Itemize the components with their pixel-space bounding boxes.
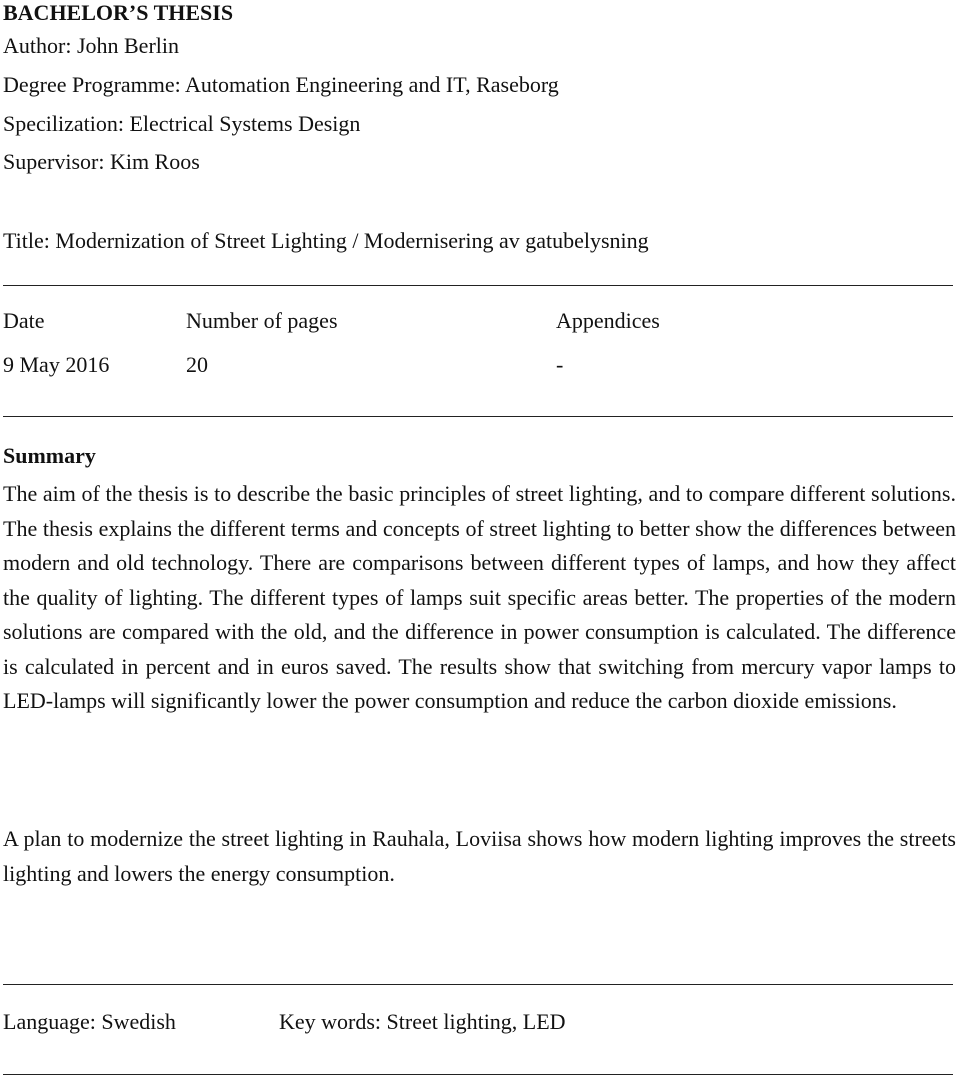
language-field: Language: Swedish: [3, 1009, 176, 1034]
appendices-value: -: [556, 352, 564, 377]
document-heading: BACHELOR’S THESIS: [3, 0, 234, 25]
summary-paragraph: A plan to modernize the street lighting in Rauhala, Loviisa shows how modern lighting improves the streets lighting and lowers the energy consumption.: [3, 826, 956, 886]
thesis-title-line: Title: Modernization of Street Lighting / Modernisering av gatubelysning: [3, 228, 649, 253]
pages-header: Number of pages: [186, 308, 338, 333]
date-value: 9 May 2016: [3, 352, 110, 377]
degree-programme-line: Degree Programme: Automation Engineering and IT, Raseborg: [3, 72, 559, 97]
pages-value: 20: [186, 352, 208, 377]
divider-rule: [3, 285, 953, 286]
divider-rule: [3, 416, 953, 417]
author-line: Author: John Berlin: [3, 33, 179, 58]
summary-paragraph: The aim of the thesis is to describe the basic principles of street lighting, and to compare different solutions. The thesis explains the different terms and concepts of street lighting to better show the differences between modern and old technology. There are comparisons between different types of lamps, and how they affect the quality of lighting. The different types of lamps suit specific areas better. The properties of the modern solutions are compared with the old, and the difference in power consumption is calculated. The difference is calculated in percent and in euros saved. The results show that switching from mercury vapor lamps to LED-lamps will significantly lower the power consumption and reduce the carbon dioxide emissions.: [3, 481, 956, 713]
date-header: Date: [3, 308, 45, 333]
summary-heading: Summary: [3, 443, 96, 468]
keywords-field: Key words: Street lighting, LED: [279, 1009, 566, 1034]
supervisor-line: Supervisor: Kim Roos: [3, 149, 200, 174]
divider-rule: [3, 1074, 953, 1075]
appendices-header: Appendices: [556, 308, 660, 333]
specialization-line: Specilization: Electrical Systems Design: [3, 111, 361, 136]
divider-rule: [3, 984, 953, 985]
